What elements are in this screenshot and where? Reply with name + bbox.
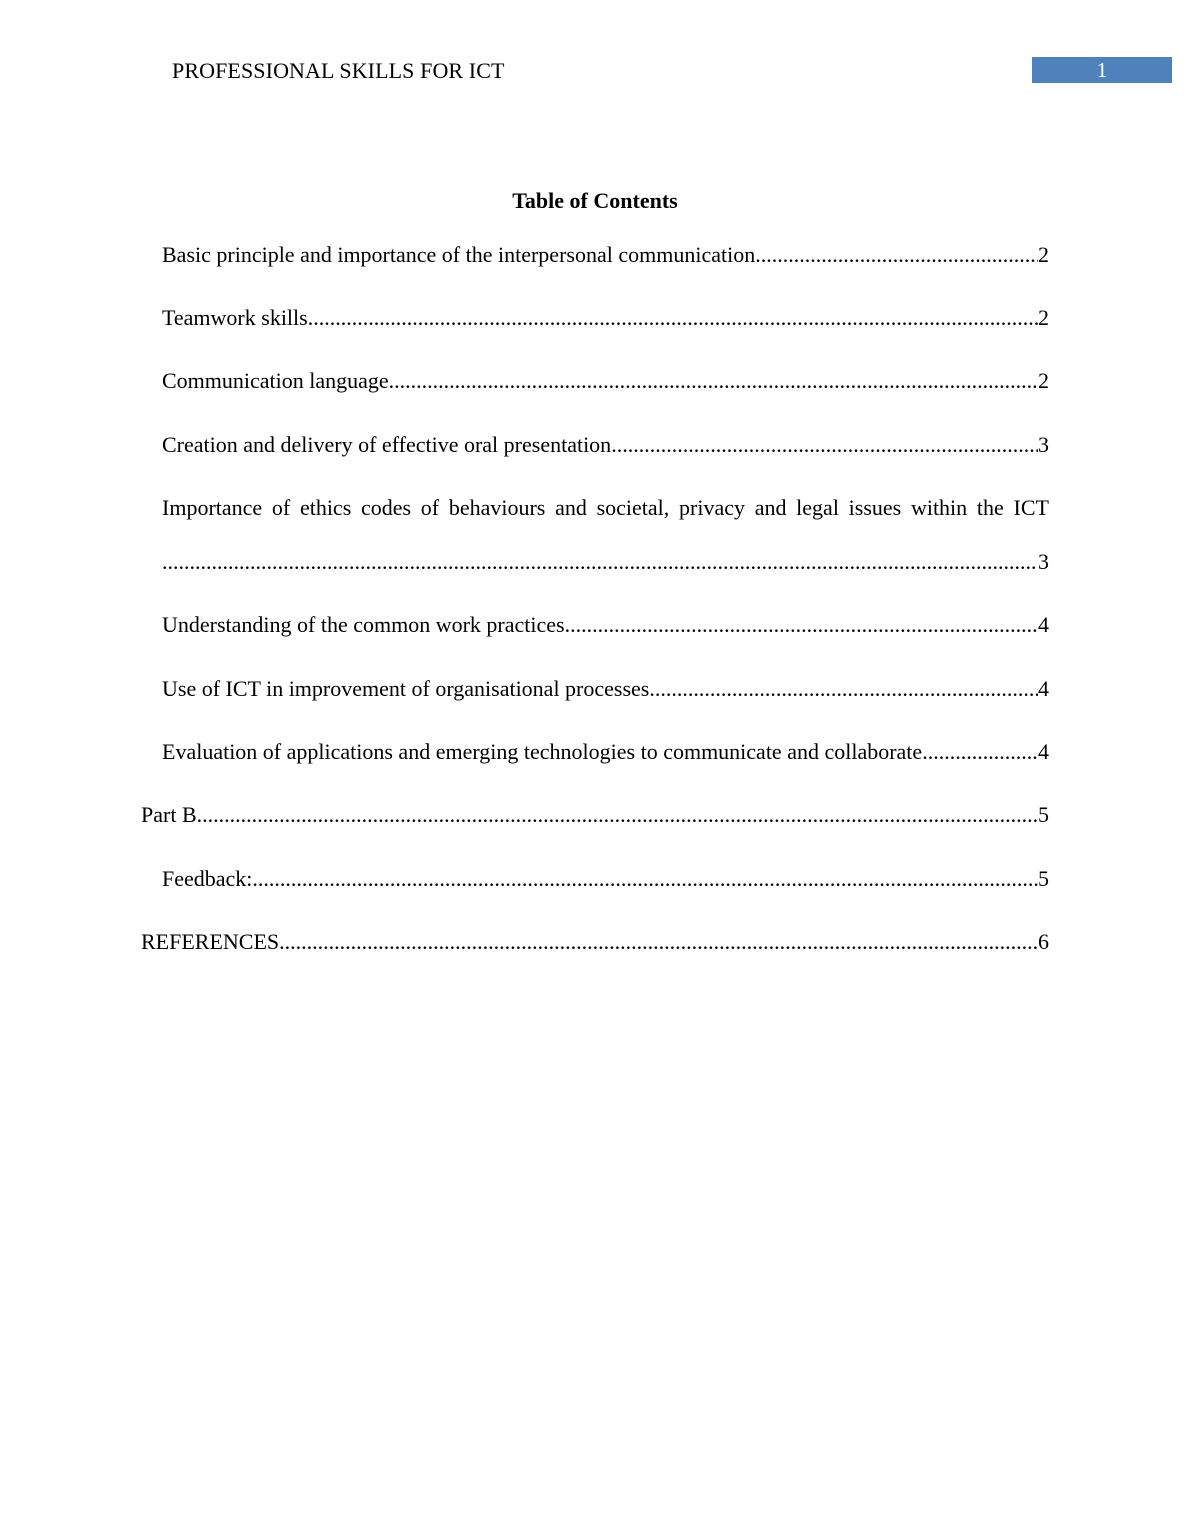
toc-entry-label: Use of ICT in improvement of organisational processes xyxy=(162,676,650,701)
toc-leader-dots xyxy=(565,610,1038,640)
toc-leader-dots xyxy=(308,303,1038,333)
toc-entry-feedback[interactable] xyxy=(162,864,1049,894)
toc-entry-interpersonal-communication[interactable] xyxy=(162,240,1049,270)
toc-entry-organisational-processes[interactable] xyxy=(162,674,1049,704)
toc-leader-dots xyxy=(252,864,1038,894)
toc-entry-page: 4 xyxy=(1038,612,1049,637)
toc-entry-label: Evaluation of applications and emerging technologies to communicate and collaborate xyxy=(162,739,923,764)
toc-entry-page: 4 xyxy=(1038,739,1049,764)
toc-entry-label: Communication language xyxy=(162,368,389,393)
toc-leader-dots xyxy=(649,674,1038,704)
toc-entry-page: 2 xyxy=(1038,305,1049,330)
toc-leader-dots xyxy=(162,547,1038,577)
toc-entry-ethics-codes[interactable] xyxy=(162,493,1049,577)
toc-entry-page: 3 xyxy=(1038,432,1049,457)
toc-entry-page: 4 xyxy=(1038,676,1049,701)
toc-entry-page: 2 xyxy=(1038,242,1049,267)
toc-entry-page: 5 xyxy=(1038,802,1049,827)
toc-entry-label: REFERENCES xyxy=(141,929,280,954)
toc-entry-page: 2 xyxy=(1038,368,1049,393)
toc-entry-label: Basic principle and importance of the interpersonal communication xyxy=(162,242,756,267)
toc-entry-page: 6 xyxy=(1038,929,1049,954)
toc-entry-part-b[interactable] xyxy=(141,800,1049,830)
toc-entry-label: Creation and delivery of effective oral presentation xyxy=(162,432,612,457)
toc-entry-label: Feedback: xyxy=(162,866,253,891)
toc-entry-emerging-technologies[interactable] xyxy=(162,737,1049,767)
toc-leader-dots xyxy=(611,430,1038,460)
toc-entry-page: 3 xyxy=(1038,549,1049,574)
toc-leader-dots xyxy=(279,927,1038,957)
toc-leader-dots xyxy=(389,366,1038,396)
toc-heading: Table of Contents xyxy=(512,188,678,213)
toc-leader-dots xyxy=(197,800,1038,830)
toc-entry-label: Importance of ethics codes of behaviours and societal, privacy and legal issues within the ICT xyxy=(162,495,1049,520)
toc-entry-label: Understanding of the common work practices xyxy=(162,612,565,637)
toc-entry-teamwork-skills[interactable] xyxy=(162,303,1049,333)
toc-entry-common-work-practices[interactable] xyxy=(162,610,1049,640)
toc-entry-label: Teamwork skills xyxy=(162,305,308,330)
toc-entry-oral-presentation[interactable] xyxy=(162,430,1049,460)
toc-entry-references[interactable] xyxy=(141,927,1049,957)
toc-entry-communication-language[interactable] xyxy=(162,366,1049,396)
toc-leader-dots xyxy=(755,240,1038,270)
toc-leader-dots xyxy=(922,737,1038,767)
toc-entry-page: 5 xyxy=(1038,866,1049,891)
page-number-badge: 1 xyxy=(1032,57,1172,83)
running-header-title: PROFESSIONAL SKILLS FOR ICT xyxy=(172,58,505,83)
toc-entry-label: Part B xyxy=(141,802,197,827)
